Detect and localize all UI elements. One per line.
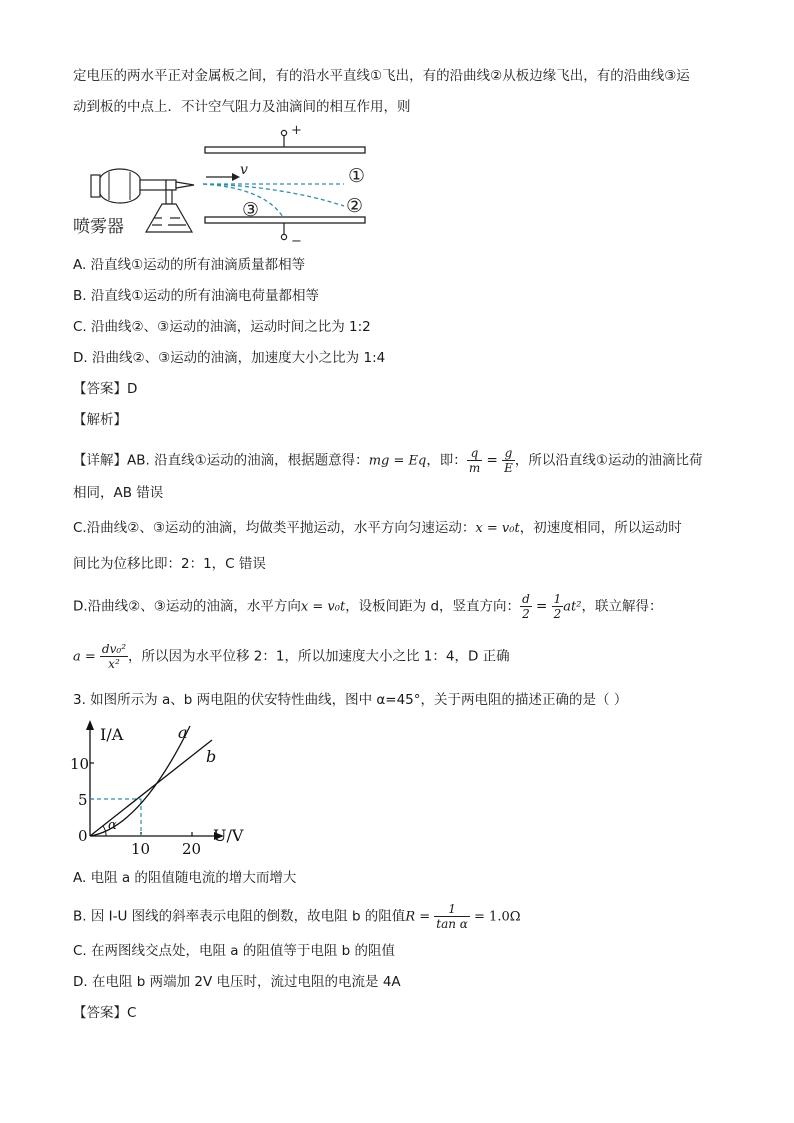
x-tick-10: 10	[131, 840, 151, 858]
detail-1-frac-right: $\frac{g}{E}$	[504, 446, 513, 475]
q2-option-a: A. 沿直线①运动的所有油滴质量都相等	[73, 257, 306, 273]
q3-option-a: A. 电阻 a 的阻值随电流的增大而增大	[73, 870, 297, 886]
q2-analysis-title: 【解析】	[73, 412, 127, 428]
y-tick-5: 5	[78, 791, 88, 809]
sprayer-plates-figure	[82, 122, 382, 247]
intro-line-2: 动到板的中点上．不计空气阻力及油滴间的相互作用，则	[73, 99, 411, 115]
detail-1-text-b: ，即：	[426, 452, 467, 469]
intro-line-1: 定电压的两水平正对金属板之间，有的沿水平直线①飞出，有的沿曲线②从板边缘飞出，有的沿曲线③运	[73, 68, 690, 84]
y-tick-10: 10	[70, 755, 90, 773]
q2-answer: 【答案】D	[73, 381, 138, 397]
q2-detail-line-6: a = $\frac{\text{dv₀²}}{\text{x²}}$ ，所以因为水平位移 2：1，所以加速度大小之比 1：4，D 正确	[73, 642, 510, 671]
curve-b-label: b	[206, 747, 217, 766]
q2-detail-line-1: 【详解】AB. 沿直线①运动的油滴，根据题意得：mg = Eq，即： $\frac{q}{m}$ = $\frac{g}{E}$ ，所以沿直线①运动的油滴比荷	[73, 446, 703, 475]
x-axis-label: U/V	[213, 826, 244, 845]
x-tick-20: 20	[182, 840, 202, 858]
sprayer-label: 喷雾器	[73, 217, 124, 237]
path-2-curve	[203, 184, 344, 206]
y-tick-0: 0	[78, 827, 88, 845]
detail-5-frac2: $\frac{1}{2}$	[553, 592, 562, 621]
detail-1-text-c: ，所以沿直线①运动的油滴比荷	[514, 452, 703, 469]
detail-1-eq1: mg = Eq	[368, 453, 427, 469]
q2-detail-line-5: D.沿曲线②、③运动的油滴，水平方向x = v₀t，设板间距为 d，竖直方向： $\frac{d}{2}$ = $\frac{1}{2}$ at²，联立解得：	[73, 592, 663, 621]
y-axis-label: I/A	[100, 725, 124, 744]
q2-option-b: B. 沿直线①运动的所有油滴电荷量都相等	[73, 288, 319, 304]
path-1-label: ①	[348, 165, 366, 187]
path-2-label: ②	[346, 195, 364, 217]
q2-option-c: C. 沿曲线②、③运动的油滴，运动时间之比为 1:2	[73, 319, 371, 335]
minus-label: −	[291, 234, 302, 247]
curve-a-label: a	[178, 723, 188, 742]
q3-option-d: D. 在电阻 b 两端加 2V 电压时，流过电阻的电流是 4A	[73, 974, 401, 990]
q2-detail-line-2: 相同，AB 错误	[73, 485, 164, 501]
detail-1-frac-left: $\frac{q}{m}$	[468, 446, 481, 475]
velocity-label: v	[240, 162, 248, 178]
q3-answer: 【答案】C	[73, 1005, 137, 1021]
path-3-label: ③	[242, 199, 260, 221]
q3-option-b: B. 因 I-U 图线的斜率表示电阻的倒数，故电阻 b 的阻值R = $\frac{1}{\text{tan α}}$ = 1.0Ω	[73, 902, 521, 931]
q2-detail-line-3: C.沿曲线②、③运动的油滴，均做类平抛运动，水平方向匀速运动：x = v₀t，初速度相同，所以运动时	[73, 520, 682, 536]
detail-5-eq1: x = v₀t	[300, 599, 346, 615]
iu-characteristic-graph	[70, 718, 290, 858]
q2-option-d: D. 沿曲线②、③运动的油滴，加速度大小之比为 1:4	[73, 350, 386, 366]
optb-frac: $\frac{1}{\text{tan α}}$	[436, 902, 468, 931]
q3-option-c: C. 在两图线交点处，电阻 a 的阻值等于电阻 b 的阻值	[73, 943, 396, 959]
detail-1-text-a: 【详解】AB. 沿直线①运动的油滴，根据题意得：	[73, 452, 369, 469]
detail-6-frac: $\frac{\text{dv₀²}}{\text{x²}}$	[101, 642, 127, 671]
angle-label: α	[108, 818, 117, 833]
plus-label: +	[291, 123, 302, 138]
detail-5-frac1: $\frac{d}{2}$	[522, 592, 530, 621]
detail-3-eq: x = v₀t	[475, 521, 520, 536]
q3-stem: 3. 如图所示为 a、b 两电阻的伏安特性曲线，图中 α=45°，关于两电阻的描述正确的是（ ）	[73, 692, 628, 708]
q2-detail-line-4: 间比为位移比即：2：1，C 错误	[73, 556, 266, 572]
